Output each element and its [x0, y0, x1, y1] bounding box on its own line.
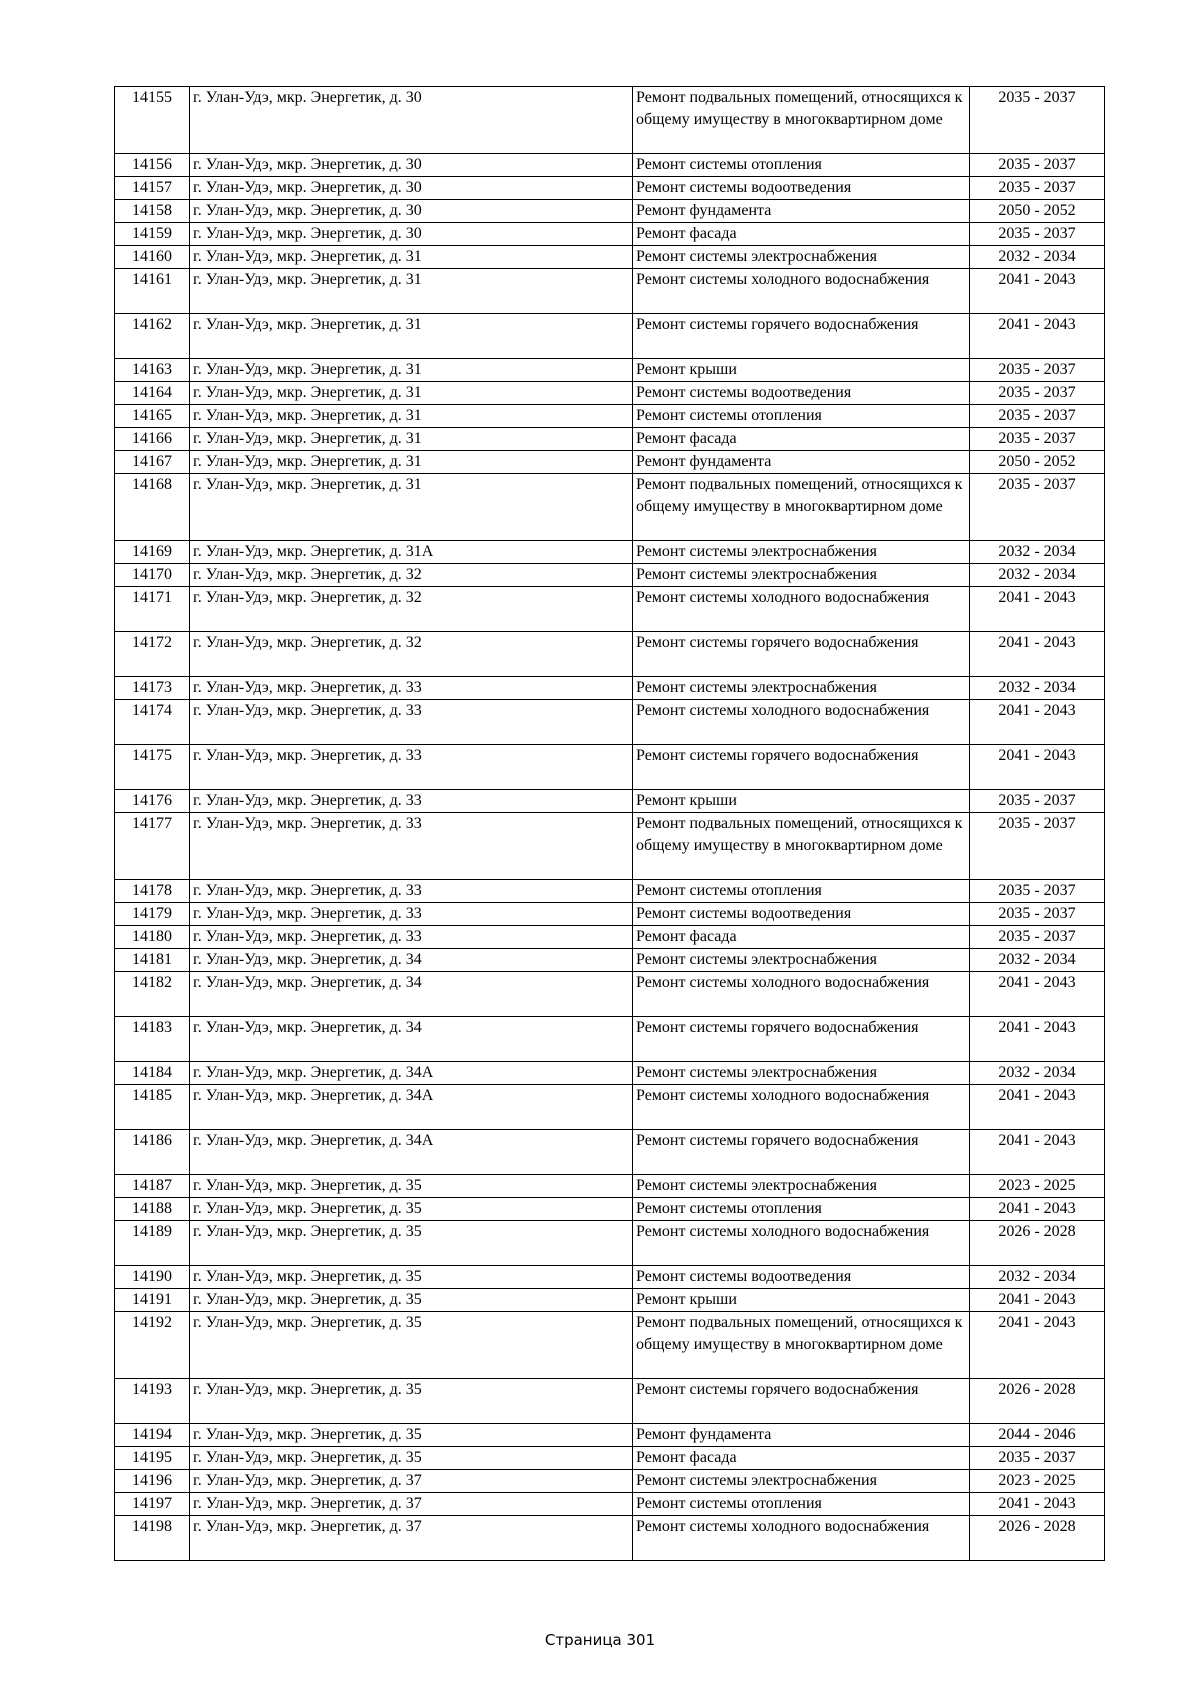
table-row	[115, 700, 1105, 745]
table-row	[115, 177, 1105, 200]
row-number-cell: 14182	[115, 972, 190, 1017]
row-number-cell: 14165	[115, 405, 190, 428]
period-cell: 2035 - 2037	[970, 359, 1105, 382]
table-row	[115, 745, 1105, 790]
table-row	[115, 1175, 1105, 1198]
table-row	[115, 587, 1105, 632]
work-type-cell: Ремонт системы отопления	[633, 880, 970, 903]
address-cell: г. Улан-Удэ, мкр. Энергетик, д. 30	[190, 223, 633, 246]
work-type-cell: Ремонт системы электроснабжения	[633, 564, 970, 587]
row-number-cell: 14189	[115, 1221, 190, 1266]
address-cell: г. Улан-Удэ, мкр. Энергетик, д. 35	[190, 1221, 633, 1266]
address-cell: г. Улан-Удэ, мкр. Энергетик, д. 33	[190, 677, 633, 700]
period-cell: 2035 - 2037	[970, 177, 1105, 200]
row-number-cell: 14188	[115, 1198, 190, 1221]
address-cell: г. Улан-Удэ, мкр. Энергетик, д. 35	[190, 1447, 633, 1470]
table-row	[115, 880, 1105, 903]
row-number-cell: 14156	[115, 154, 190, 177]
row-number-cell: 14171	[115, 587, 190, 632]
work-type-cell: Ремонт системы холодного водоснабжения	[633, 1085, 970, 1130]
work-type-cell: Ремонт системы водоотведения	[633, 177, 970, 200]
row-number-cell: 14192	[115, 1312, 190, 1379]
table-row	[115, 1516, 1105, 1561]
address-cell: г. Улан-Удэ, мкр. Энергетик, д. 37	[190, 1493, 633, 1516]
address-cell: г. Улан-Удэ, мкр. Энергетик, д. 32	[190, 564, 633, 587]
work-type-cell: Ремонт системы холодного водоснабжения	[633, 1516, 970, 1561]
row-number-cell: 14168	[115, 474, 190, 541]
period-cell: 2026 - 2028	[970, 1516, 1105, 1561]
work-type-cell: Ремонт системы электроснабжения	[633, 677, 970, 700]
address-cell: г. Улан-Удэ, мкр. Энергетик, д. 31	[190, 428, 633, 451]
table-row	[115, 972, 1105, 1017]
work-type-cell: Ремонт подвальных помещений, относящихся к общему имуществу в многоквартирном доме	[633, 474, 970, 541]
row-number-cell: 14167	[115, 451, 190, 474]
page-number-label: Страница 301	[544, 1631, 656, 1649]
address-cell: г. Улан-Удэ, мкр. Энергетик, д. 35	[190, 1312, 633, 1379]
period-cell: 2050 - 2052	[970, 200, 1105, 223]
period-cell: 2035 - 2037	[970, 880, 1105, 903]
address-cell: г. Улан-Удэ, мкр. Энергетик, д. 37	[190, 1516, 633, 1561]
table-row	[115, 154, 1105, 177]
row-number-cell: 14174	[115, 700, 190, 745]
table-row	[115, 903, 1105, 926]
work-type-cell: Ремонт системы горячего водоснабжения	[633, 314, 970, 359]
address-cell: г. Улан-Удэ, мкр. Энергетик, д. 31	[190, 246, 633, 269]
period-cell: 2050 - 2052	[970, 451, 1105, 474]
row-number-cell: 14169	[115, 541, 190, 564]
work-type-cell: Ремонт подвальных помещений, относящихся к общему имуществу в многоквартирном доме	[633, 813, 970, 880]
address-cell: г. Улан-Удэ, мкр. Энергетик, д. 34А	[190, 1130, 633, 1175]
period-cell: 2041 - 2043	[970, 314, 1105, 359]
period-cell: 2035 - 2037	[970, 223, 1105, 246]
period-cell: 2035 - 2037	[970, 87, 1105, 154]
period-cell: 2032 - 2034	[970, 1266, 1105, 1289]
row-number-cell: 14160	[115, 246, 190, 269]
repair-schedule-table	[114, 86, 1105, 1561]
address-cell: г. Улан-Удэ, мкр. Энергетик, д. 31А	[190, 541, 633, 564]
address-cell: г. Улан-Удэ, мкр. Энергетик, д. 33	[190, 813, 633, 880]
row-number-cell: 14175	[115, 745, 190, 790]
period-cell: 2041 - 2043	[970, 1289, 1105, 1312]
address-cell: г. Улан-Удэ, мкр. Энергетик, д. 31	[190, 451, 633, 474]
period-cell: 2032 - 2034	[970, 1062, 1105, 1085]
address-cell: г. Улан-Удэ, мкр. Энергетик, д. 33	[190, 745, 633, 790]
work-type-cell: Ремонт фасада	[633, 926, 970, 949]
row-number-cell: 14172	[115, 632, 190, 677]
period-cell: 2041 - 2043	[970, 587, 1105, 632]
table-row	[115, 359, 1105, 382]
row-number-cell: 14185	[115, 1085, 190, 1130]
table-row	[115, 223, 1105, 246]
row-number-cell: 14184	[115, 1062, 190, 1085]
table-row	[115, 451, 1105, 474]
address-cell: г. Улан-Удэ, мкр. Энергетик, д. 31	[190, 269, 633, 314]
period-cell: 2041 - 2043	[970, 1085, 1105, 1130]
row-number-cell: 14180	[115, 926, 190, 949]
address-cell: г. Улан-Удэ, мкр. Энергетик, д. 31	[190, 359, 633, 382]
address-cell: г. Улан-Удэ, мкр. Энергетик, д. 33	[190, 903, 633, 926]
period-cell: 2041 - 2043	[970, 745, 1105, 790]
work-type-cell: Ремонт системы холодного водоснабжения	[633, 700, 970, 745]
work-type-cell: Ремонт системы электроснабжения	[633, 1470, 970, 1493]
table-row	[115, 926, 1105, 949]
address-cell: г. Улан-Удэ, мкр. Энергетик, д. 30	[190, 200, 633, 223]
row-number-cell: 14177	[115, 813, 190, 880]
address-cell: г. Улан-Удэ, мкр. Энергетик, д. 35	[190, 1289, 633, 1312]
period-cell: 2035 - 2037	[970, 903, 1105, 926]
period-cell: 2032 - 2034	[970, 564, 1105, 587]
table-row	[115, 382, 1105, 405]
work-type-cell: Ремонт крыши	[633, 1289, 970, 1312]
address-cell: г. Улан-Удэ, мкр. Энергетик, д. 37	[190, 1470, 633, 1493]
period-cell: 2041 - 2043	[970, 1493, 1105, 1516]
address-cell: г. Улан-Удэ, мкр. Энергетик, д. 35	[190, 1424, 633, 1447]
address-cell: г. Улан-Удэ, мкр. Энергетик, д. 30	[190, 177, 633, 200]
address-cell: г. Улан-Удэ, мкр. Энергетик, д. 35	[190, 1379, 633, 1424]
table-row	[115, 813, 1105, 880]
period-cell: 2023 - 2025	[970, 1175, 1105, 1198]
row-number-cell: 14166	[115, 428, 190, 451]
table-row	[115, 314, 1105, 359]
period-cell: 2035 - 2037	[970, 428, 1105, 451]
address-cell: г. Улан-Удэ, мкр. Энергетик, д. 31	[190, 405, 633, 428]
work-type-cell: Ремонт фасада	[633, 1447, 970, 1470]
table-row	[115, 87, 1105, 154]
table-row	[115, 1470, 1105, 1493]
work-type-cell: Ремонт системы электроснабжения	[633, 949, 970, 972]
work-type-cell: Ремонт системы отопления	[633, 154, 970, 177]
table-row	[115, 1493, 1105, 1516]
table-row	[115, 428, 1105, 451]
work-type-cell: Ремонт системы электроснабжения	[633, 541, 970, 564]
address-cell: г. Улан-Удэ, мкр. Энергетик, д. 35	[190, 1175, 633, 1198]
work-type-cell: Ремонт системы отопления	[633, 1198, 970, 1221]
row-number-cell: 14164	[115, 382, 190, 405]
period-cell: 2041 - 2043	[970, 972, 1105, 1017]
work-type-cell: Ремонт системы горячего водоснабжения	[633, 1379, 970, 1424]
address-cell: г. Улан-Удэ, мкр. Энергетик, д. 32	[190, 587, 633, 632]
address-cell: г. Улан-Удэ, мкр. Энергетик, д. 33	[190, 880, 633, 903]
period-cell: 2032 - 2034	[970, 541, 1105, 564]
address-cell: г. Улан-Удэ, мкр. Энергетик, д. 34А	[190, 1085, 633, 1130]
table-row	[115, 1447, 1105, 1470]
table-row	[115, 1017, 1105, 1062]
page-footer	[0, 1631, 1200, 1649]
table-row	[115, 1379, 1105, 1424]
table-row	[115, 1085, 1105, 1130]
period-cell: 2032 - 2034	[970, 677, 1105, 700]
address-cell: г. Улан-Удэ, мкр. Энергетик, д. 33	[190, 790, 633, 813]
work-type-cell: Ремонт системы холодного водоснабжения	[633, 1221, 970, 1266]
document-sheet	[114, 86, 1104, 1561]
work-type-cell: Ремонт системы водоотведения	[633, 382, 970, 405]
period-cell: 2026 - 2028	[970, 1221, 1105, 1266]
table-row	[115, 1266, 1105, 1289]
period-cell: 2023 - 2025	[970, 1470, 1105, 1493]
period-cell: 2035 - 2037	[970, 154, 1105, 177]
table-row	[115, 790, 1105, 813]
table-row	[115, 405, 1105, 428]
address-cell: г. Улан-Удэ, мкр. Энергетик, д. 33	[190, 926, 633, 949]
table-row	[115, 632, 1105, 677]
address-cell: г. Улан-Удэ, мкр. Энергетик, д. 31	[190, 382, 633, 405]
row-number-cell: 14191	[115, 1289, 190, 1312]
row-number-cell: 14183	[115, 1017, 190, 1062]
period-cell: 2041 - 2043	[970, 700, 1105, 745]
row-number-cell: 14162	[115, 314, 190, 359]
work-type-cell: Ремонт системы электроснабжения	[633, 246, 970, 269]
period-cell: 2035 - 2037	[970, 790, 1105, 813]
row-number-cell: 14176	[115, 790, 190, 813]
row-number-cell: 14190	[115, 1266, 190, 1289]
period-cell: 2035 - 2037	[970, 405, 1105, 428]
work-type-cell: Ремонт крыши	[633, 790, 970, 813]
work-type-cell: Ремонт фундамента	[633, 451, 970, 474]
address-cell: г. Улан-Удэ, мкр. Энергетик, д. 34	[190, 972, 633, 1017]
address-cell: г. Улан-Удэ, мкр. Энергетик, д. 35	[190, 1198, 633, 1221]
address-cell: г. Улан-Удэ, мкр. Энергетик, д. 30	[190, 87, 633, 154]
table-row	[115, 269, 1105, 314]
row-number-cell: 14193	[115, 1379, 190, 1424]
row-number-cell: 14161	[115, 269, 190, 314]
row-number-cell: 14194	[115, 1424, 190, 1447]
period-cell: 2041 - 2043	[970, 269, 1105, 314]
period-cell: 2041 - 2043	[970, 1017, 1105, 1062]
table-row	[115, 541, 1105, 564]
work-type-cell: Ремонт фасада	[633, 428, 970, 451]
row-number-cell: 14159	[115, 223, 190, 246]
row-number-cell: 14195	[115, 1447, 190, 1470]
table-row	[115, 1198, 1105, 1221]
row-number-cell: 14187	[115, 1175, 190, 1198]
work-type-cell: Ремонт системы электроснабжения	[633, 1175, 970, 1198]
address-cell: г. Улан-Удэ, мкр. Энергетик, д. 31	[190, 474, 633, 541]
row-number-cell: 14157	[115, 177, 190, 200]
table-row	[115, 474, 1105, 541]
period-cell: 2041 - 2043	[970, 1312, 1105, 1379]
work-type-cell: Ремонт системы водоотведения	[633, 903, 970, 926]
work-type-cell: Ремонт системы горячего водоснабжения	[633, 1130, 970, 1175]
work-type-cell: Ремонт подвальных помещений, относящихся к общему имуществу в многоквартирном доме	[633, 87, 970, 154]
table-row	[115, 564, 1105, 587]
address-cell: г. Улан-Удэ, мкр. Энергетик, д. 31	[190, 314, 633, 359]
period-cell: 2032 - 2034	[970, 246, 1105, 269]
work-type-cell: Ремонт системы горячего водоснабжения	[633, 745, 970, 790]
work-type-cell: Ремонт системы отопления	[633, 405, 970, 428]
work-type-cell: Ремонт системы холодного водоснабжения	[633, 269, 970, 314]
address-cell: г. Улан-Удэ, мкр. Энергетик, д. 32	[190, 632, 633, 677]
work-type-cell: Ремонт системы электроснабжения	[633, 1062, 970, 1085]
table-row	[115, 1130, 1105, 1175]
table-row	[115, 1289, 1105, 1312]
period-cell: 2035 - 2037	[970, 382, 1105, 405]
period-cell: 2041 - 2043	[970, 632, 1105, 677]
row-number-cell: 14198	[115, 1516, 190, 1561]
period-cell: 2035 - 2037	[970, 1447, 1105, 1470]
row-number-cell: 14186	[115, 1130, 190, 1175]
row-number-cell: 14158	[115, 200, 190, 223]
period-cell: 2041 - 2043	[970, 1198, 1105, 1221]
work-type-cell: Ремонт системы отопления	[633, 1493, 970, 1516]
table-body	[115, 87, 1105, 1561]
work-type-cell: Ремонт системы холодного водоснабжения	[633, 587, 970, 632]
work-type-cell: Ремонт фундамента	[633, 1424, 970, 1447]
row-number-cell: 14163	[115, 359, 190, 382]
address-cell: г. Улан-Удэ, мкр. Энергетик, д. 34	[190, 949, 633, 972]
work-type-cell: Ремонт подвальных помещений, относящихся к общему имуществу в многоквартирном доме	[633, 1312, 970, 1379]
row-number-cell: 14155	[115, 87, 190, 154]
row-number-cell: 14197	[115, 1493, 190, 1516]
table-row	[115, 677, 1105, 700]
work-type-cell: Ремонт крыши	[633, 359, 970, 382]
table-row	[115, 1312, 1105, 1379]
work-type-cell: Ремонт системы водоотведения	[633, 1266, 970, 1289]
table-row	[115, 200, 1105, 223]
work-type-cell: Ремонт системы холодного водоснабжения	[633, 972, 970, 1017]
table-row	[115, 1062, 1105, 1085]
table-row	[115, 949, 1105, 972]
work-type-cell: Ремонт системы горячего водоснабжения	[633, 1017, 970, 1062]
period-cell: 2035 - 2037	[970, 926, 1105, 949]
address-cell: г. Улан-Удэ, мкр. Энергетик, д. 34	[190, 1017, 633, 1062]
period-cell: 2026 - 2028	[970, 1379, 1105, 1424]
table-row	[115, 1221, 1105, 1266]
table-row	[115, 1424, 1105, 1447]
row-number-cell: 14196	[115, 1470, 190, 1493]
work-type-cell: Ремонт фасада	[633, 223, 970, 246]
address-cell: г. Улан-Удэ, мкр. Энергетик, д. 34А	[190, 1062, 633, 1085]
period-cell: 2035 - 2037	[970, 813, 1105, 880]
period-cell: 2044 - 2046	[970, 1424, 1105, 1447]
address-cell: г. Улан-Удэ, мкр. Энергетик, д. 35	[190, 1266, 633, 1289]
period-cell: 2041 - 2043	[970, 1130, 1105, 1175]
table-row	[115, 246, 1105, 269]
row-number-cell: 14179	[115, 903, 190, 926]
address-cell: г. Улан-Удэ, мкр. Энергетик, д. 30	[190, 154, 633, 177]
work-type-cell: Ремонт фундамента	[633, 200, 970, 223]
row-number-cell: 14170	[115, 564, 190, 587]
row-number-cell: 14178	[115, 880, 190, 903]
row-number-cell: 14181	[115, 949, 190, 972]
period-cell: 2032 - 2034	[970, 949, 1105, 972]
address-cell: г. Улан-Удэ, мкр. Энергетик, д. 33	[190, 700, 633, 745]
row-number-cell: 14173	[115, 677, 190, 700]
period-cell: 2035 - 2037	[970, 474, 1105, 541]
work-type-cell: Ремонт системы горячего водоснабжения	[633, 632, 970, 677]
